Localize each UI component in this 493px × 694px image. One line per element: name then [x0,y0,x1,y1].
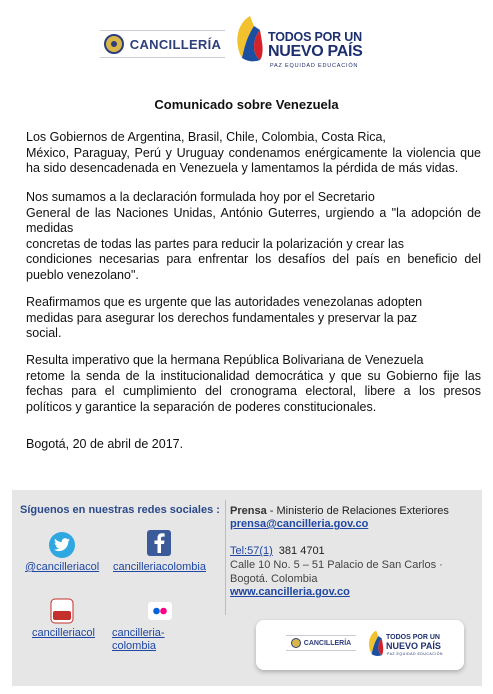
todos-por-un-nuevo-pais-logo [232,10,372,70]
cancilleria-logo-text: CANCILLERÍA [129,36,222,52]
paragraph-line: social. [26,326,62,340]
paragraph-line: pueblo venezolano". [26,267,139,282]
mini-cancilleria-logo [286,635,356,651]
facebook-f-glyph [153,533,165,553]
letterhead [0,0,493,86]
paragraph-line: México, Paraguay, Perú y Uruguay condenamos enérgicamente la violencia que [26,145,481,160]
facebook-link[interactable]: cancilleriacolombia [113,561,206,573]
coat-of-arms-icon [104,34,124,54]
date-line: Bogotá, 20 de abril de 2017. [26,437,184,451]
paragraph-line: retome la senda de la institucionalidad democrática y que su Gobierno fije las [26,368,481,383]
youtube-logo-glyph [50,598,74,624]
mini-logo-line-2: NUEVO PAÍS [386,641,441,651]
flickr-dots-glyph [148,602,172,620]
paragraph-1 [26,130,481,177]
press-contact [230,505,449,518]
press-email-link[interactable]: prensa@cancilleria.gov.co [230,518,369,530]
website-link[interactable]: www.cancilleria.gov.co [230,586,350,598]
paragraph-line: Resulta imperativo que la hermana República Bolivariana de Venezuela [26,353,424,367]
footer-logo-card [256,620,464,670]
logo-tagline: PAZ EQUIDAD EDUCACIÓN [270,63,359,69]
logo-line-1: TODOS POR UN [268,30,362,44]
footer [12,490,482,686]
paragraph-3 [26,295,481,342]
mini-tricolor-swoosh-icon [366,628,384,660]
paragraph-2 [26,190,481,283]
youtube-link[interactable]: cancilleriacol [32,627,95,639]
address-line-2: Bogotá. Colombia [230,573,318,585]
press-label: Prensa [230,505,267,517]
paragraph-line: fechas para el cumplimiento del cronograma electoral, libere a los presos [26,384,481,398]
tricolor-swoosh-icon [232,14,264,66]
paragraph-line: concretas de todas las partes para reducir la polarización y crear las [26,236,404,251]
phone-link[interactable]: Tel:57(1) [230,545,273,557]
twitter-bird-glyph [54,538,70,552]
paragraph-line: Reafirmamos que es urgente que las autoridades venezolanas adopten [26,295,423,309]
paragraph-line: condiciones necesarias para enfrentar los desafíos del país en beneficio del [26,252,481,266]
flickr-link[interactable] [112,627,165,653]
paragraph-line: Los Gobiernos de Argentina, Brasil, Chile, Colombia, Costa Rica, [26,130,386,144]
phone-line [230,545,325,557]
mini-logo-line-1: TODOS POR UN [386,634,440,641]
mini-logo-tagline: PAZ EQUIDAD EDUCACIÓN [387,652,443,656]
footer-divider [225,500,226,615]
logo-line-2: NUEVO PAÍS [268,43,363,60]
flickr-link-line-1[interactable]: cancilleria- [112,627,165,639]
paragraph-line: General de las Naciones Unidas, António Guterres, urgiendo a "la adopción de [26,205,481,220]
paragraph-line: Nos sumamos a la declaración formulada hoy por el Secretario [26,190,375,204]
social-title: Síguenos en nuestras redes sociales : [20,504,220,516]
paragraph-4 [26,353,481,415]
paragraph-line: ha sido desencadenada en Venezuela y lamentamos la pérdida de más vidas. [26,161,459,175]
paragraph-line: medidas [26,221,74,235]
phone-number: 381 4701 [278,545,325,557]
youtube-icon[interactable] [50,598,74,624]
mini-cancilleria-text: CANCILLERÍA [303,639,352,647]
address-line-1: Calle 10 No. 5 – 51 Palacio de San Carlos · [230,559,443,571]
facebook-icon[interactable] [147,530,171,556]
flickr-icon[interactable] [148,602,172,620]
flickr-link-line-2[interactable]: colombia [112,640,157,652]
twitter-link[interactable]: @cancilleriacol [25,561,100,573]
cancilleria-logo [100,30,225,58]
press-ministry: - Ministerio de Relaciones Exteriores [266,505,449,517]
paragraph-line: políticos y garantice la separación de poderes constitucionales. [26,399,377,414]
mini-coat-of-arms-icon [291,638,301,648]
paragraph-line: medidas para asegurar los derechos fundamentales y preservar la paz [26,310,418,325]
communique-title: Comunicado sobre Venezuela [154,97,339,112]
twitter-icon[interactable] [49,532,75,558]
